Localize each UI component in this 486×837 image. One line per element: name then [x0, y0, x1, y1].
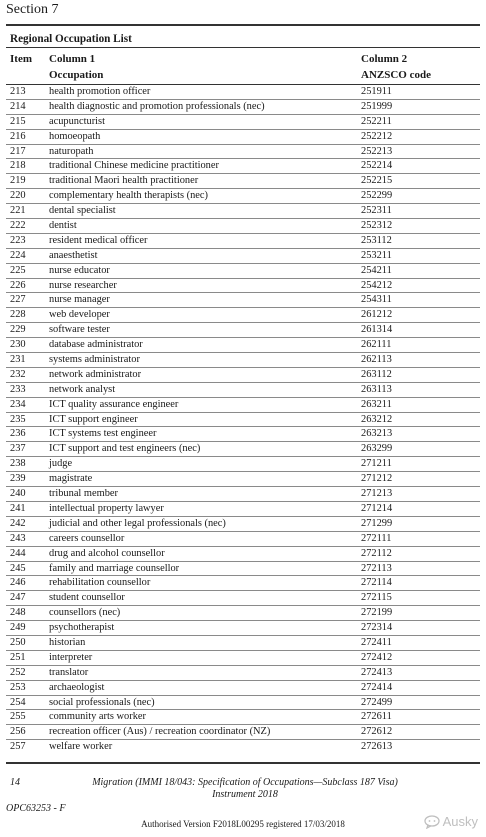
- table-row: [6, 234, 480, 249]
- row-occupation: interpreter: [49, 651, 93, 663]
- table-row: [6, 383, 480, 398]
- row-anzsco-code: 263213: [361, 428, 393, 440]
- row-occupation: network analyst: [49, 383, 116, 395]
- row-anzsco-code: 254211: [361, 264, 392, 276]
- row-item-number: 232: [10, 368, 26, 380]
- row-anzsco-code: 262113: [361, 354, 392, 366]
- row-occupation: careers counsellor: [49, 532, 125, 544]
- table-row: [6, 293, 480, 308]
- row-item-number: 235: [10, 413, 26, 425]
- table-row: [6, 249, 480, 264]
- table-row: [6, 532, 480, 547]
- row-anzsco-code: 254311: [361, 294, 392, 306]
- row-occupation: ICT support engineer: [49, 413, 138, 425]
- row-item-number: 244: [10, 547, 26, 559]
- table-row: [6, 85, 480, 100]
- row-anzsco-code: 272314: [361, 622, 393, 634]
- row-item-number: 252: [10, 666, 26, 678]
- row-occupation: database administrator: [49, 339, 143, 351]
- row-occupation: complementary health therapists (nec): [49, 190, 208, 202]
- row-item-number: 240: [10, 488, 26, 500]
- row-anzsco-code: 272611: [361, 711, 392, 723]
- row-item-number: 250: [10, 636, 26, 648]
- table-title: Regional Occupation List: [10, 33, 132, 45]
- table-row: [6, 115, 480, 130]
- table-row: [6, 517, 480, 532]
- watermark-text: Ausky: [442, 814, 478, 829]
- row-anzsco-code: 272111: [361, 532, 392, 544]
- row-anzsco-code: 272113: [361, 562, 392, 574]
- row-anzsco-code: 254212: [361, 279, 393, 291]
- row-anzsco-code: 272199: [361, 607, 393, 619]
- row-occupation: traditional Chinese medicine practitioner: [49, 160, 219, 172]
- row-anzsco-code: 272413: [361, 666, 393, 678]
- row-item-number: 248: [10, 607, 26, 619]
- row-item-number: 237: [10, 443, 26, 455]
- table-row: [6, 308, 480, 323]
- row-occupation: tribunal member: [49, 488, 118, 500]
- row-occupation: welfare worker: [49, 741, 113, 753]
- row-anzsco-code: 272411: [361, 636, 392, 648]
- row-occupation: community arts worker: [49, 711, 146, 723]
- row-anzsco-code: 272414: [361, 681, 393, 693]
- header-occupation: Occupation: [49, 69, 104, 81]
- row-item-number: 236: [10, 428, 26, 440]
- row-item-number: 221: [10, 205, 26, 217]
- row-anzsco-code: 252215: [361, 175, 393, 187]
- row-occupation: acupuncturist: [49, 115, 105, 127]
- row-anzsco-code: 272412: [361, 651, 393, 663]
- row-anzsco-code: 272499: [361, 696, 393, 708]
- row-item-number: 243: [10, 532, 26, 544]
- row-anzsco-code: 271212: [361, 473, 393, 485]
- row-item-number: 215: [10, 115, 26, 127]
- row-item-number: 224: [10, 249, 26, 261]
- row-item-number: 218: [10, 160, 26, 172]
- table-row: [6, 606, 480, 621]
- row-anzsco-code: 251911: [361, 86, 392, 97]
- table-row: [6, 145, 480, 160]
- table-row: [6, 174, 480, 189]
- row-occupation: health diagnostic and promotion professionals (nec): [49, 100, 265, 112]
- row-occupation: ICT support and test engineers (nec): [49, 443, 201, 455]
- row-occupation: web developer: [49, 309, 110, 321]
- row-anzsco-code: 263113: [361, 383, 392, 395]
- row-occupation: dental specialist: [49, 205, 116, 217]
- table-row: [6, 219, 480, 234]
- table-row: [6, 100, 480, 115]
- row-item-number: 220: [10, 190, 26, 202]
- row-occupation: historian: [49, 636, 86, 648]
- table-row: [6, 725, 480, 740]
- header-column2: Column 2: [361, 53, 408, 65]
- row-anzsco-code: 252212: [361, 130, 393, 142]
- row-occupation: magistrate: [49, 473, 93, 485]
- top-rule: [6, 24, 480, 26]
- row-occupation: nurse manager: [49, 294, 110, 306]
- row-anzsco-code: 252213: [361, 145, 393, 157]
- row-occupation: judicial and other legal professionals (nec): [49, 517, 226, 529]
- row-item-number: 222: [10, 220, 26, 232]
- table-row: [6, 264, 480, 279]
- row-anzsco-code: 252211: [361, 115, 392, 127]
- occupation-table-body: [6, 85, 480, 755]
- row-anzsco-code: 272612: [361, 726, 393, 738]
- table-row: [6, 502, 480, 517]
- row-item-number: 257: [10, 741, 26, 753]
- footer-page-number: 14: [10, 777, 20, 788]
- bottom-rule: [6, 762, 480, 764]
- table-row: [6, 651, 480, 666]
- row-occupation: health promotion officer: [49, 86, 151, 97]
- row-item-number: 226: [10, 279, 26, 291]
- header-item: Item: [10, 53, 32, 65]
- table-row: [6, 576, 480, 591]
- table-row: [6, 457, 480, 472]
- row-anzsco-code: 263112: [361, 368, 392, 380]
- row-anzsco-code: 263212: [361, 413, 393, 425]
- table-row: [6, 338, 480, 353]
- footer-code: OPC63253 - F: [6, 803, 66, 814]
- table-row: [6, 487, 480, 502]
- row-occupation: homoeopath: [49, 130, 101, 142]
- speech-bubble-icon: [424, 815, 440, 829]
- row-anzsco-code: 272115: [361, 592, 392, 604]
- row-item-number: 238: [10, 458, 26, 470]
- row-occupation: naturopath: [49, 145, 94, 157]
- row-anzsco-code: 252312: [361, 220, 393, 232]
- row-occupation: archaeologist: [49, 681, 105, 693]
- row-occupation: dentist: [49, 220, 77, 232]
- row-item-number: 241: [10, 502, 26, 514]
- table-row: [6, 681, 480, 696]
- table-row: [6, 740, 480, 755]
- table-row: [6, 204, 480, 219]
- row-occupation: counsellors (nec): [49, 607, 121, 619]
- row-anzsco-code: 271299: [361, 517, 393, 529]
- row-anzsco-code: 272112: [361, 547, 392, 559]
- row-anzsco-code: 272613: [361, 741, 393, 753]
- row-item-number: 254: [10, 696, 26, 708]
- row-item-number: 214: [10, 100, 26, 112]
- row-anzsco-code: 271213: [361, 488, 393, 500]
- row-occupation: nurse researcher: [49, 279, 117, 291]
- table-row: [6, 159, 480, 174]
- row-occupation: family and marriage counsellor: [49, 562, 180, 574]
- footer-title: [60, 777, 430, 801]
- table-row: [6, 323, 480, 338]
- table-row: [6, 398, 480, 413]
- row-anzsco-code: 261212: [361, 309, 393, 321]
- row-item-number: 247: [10, 592, 26, 604]
- table-row: [6, 189, 480, 204]
- row-occupation: psychotherapist: [49, 622, 115, 634]
- row-item-number: 213: [10, 86, 26, 97]
- row-item-number: 242: [10, 517, 26, 529]
- row-occupation: drug and alcohol counsellor: [49, 547, 165, 559]
- footer-title-line1: Migration (IMMI 18/043: Specification of Occupations—Subclass 187 Visa): [92, 777, 398, 788]
- row-anzsco-code: 252214: [361, 160, 393, 172]
- table-row: [6, 666, 480, 681]
- row-occupation: ICT quality assurance engineer: [49, 398, 179, 410]
- row-occupation: social professionals (nec): [49, 696, 155, 708]
- row-item-number: 246: [10, 577, 26, 589]
- row-occupation: rehabilitation counsellor: [49, 577, 151, 589]
- table-row: [6, 696, 480, 711]
- row-item-number: 228: [10, 309, 26, 321]
- table-row: [6, 353, 480, 368]
- row-item-number: 219: [10, 175, 26, 187]
- row-occupation: network administrator: [49, 368, 142, 380]
- row-item-number: 245: [10, 562, 26, 574]
- table-row: [6, 279, 480, 294]
- row-occupation: ICT systems test engineer: [49, 428, 157, 440]
- table-row: [6, 130, 480, 145]
- table-row: [6, 710, 480, 725]
- table-row: [6, 621, 480, 636]
- table-row: [6, 427, 480, 442]
- row-anzsco-code: 271211: [361, 458, 392, 470]
- table-row: [6, 368, 480, 383]
- row-anzsco-code: 252299: [361, 190, 393, 202]
- row-item-number: 251: [10, 651, 26, 663]
- row-item-number: 230: [10, 339, 26, 351]
- row-anzsco-code: 263211: [361, 398, 392, 410]
- header-anzsco: ANZSCO code: [361, 69, 431, 81]
- row-item-number: 223: [10, 234, 26, 246]
- row-item-number: 233: [10, 383, 26, 395]
- row-item-number: 256: [10, 726, 26, 738]
- row-item-number: 217: [10, 145, 26, 157]
- row-occupation: nurse educator: [49, 264, 110, 276]
- row-anzsco-code: 262111: [361, 339, 392, 351]
- row-anzsco-code: 272114: [361, 577, 392, 589]
- row-anzsco-code: 271214: [361, 502, 393, 514]
- row-item-number: 253: [10, 681, 26, 693]
- table-row: [6, 472, 480, 487]
- row-item-number: 249: [10, 622, 26, 634]
- row-occupation: software tester: [49, 324, 110, 336]
- row-item-number: 239: [10, 473, 26, 485]
- row-occupation: traditional Maori health practitioner: [49, 175, 199, 187]
- title-rule: [6, 47, 480, 48]
- table-row: [6, 413, 480, 428]
- row-item-number: 225: [10, 264, 26, 276]
- row-occupation: recreation officer (Aus) / recreation coordinator (NZ): [49, 726, 271, 738]
- row-anzsco-code: 253112: [361, 234, 392, 246]
- row-item-number: 255: [10, 711, 26, 723]
- row-item-number: 234: [10, 398, 26, 410]
- table-row: [6, 442, 480, 457]
- row-occupation: student counsellor: [49, 592, 125, 604]
- section-title: Section 7: [6, 2, 59, 17]
- row-anzsco-code: 252311: [361, 205, 392, 217]
- row-item-number: 227: [10, 294, 26, 306]
- footer-title-line2: Instrument 2018: [212, 789, 278, 800]
- row-item-number: 231: [10, 354, 26, 366]
- row-item-number: 229: [10, 324, 26, 336]
- row-item-number: 216: [10, 130, 26, 142]
- row-occupation: translator: [49, 666, 89, 678]
- row-anzsco-code: 263299: [361, 443, 393, 455]
- footer-authorised: Authorised Version F2018L00295 registered 17/03/2018: [141, 819, 345, 829]
- row-occupation: systems administrator: [49, 354, 140, 366]
- row-anzsco-code: 251999: [361, 100, 393, 112]
- row-anzsco-code: 253211: [361, 249, 392, 261]
- table-row: [6, 636, 480, 651]
- row-anzsco-code: 261314: [361, 324, 393, 336]
- header-column1: Column 1: [49, 53, 96, 65]
- row-occupation: judge: [49, 458, 73, 470]
- table-row: [6, 562, 480, 577]
- row-occupation: anaesthetist: [49, 249, 98, 261]
- table-row: [6, 547, 480, 562]
- table-row: [6, 591, 480, 606]
- row-occupation: resident medical officer: [49, 234, 148, 246]
- watermark: [424, 814, 478, 829]
- row-occupation: intellectual property lawyer: [49, 502, 164, 514]
